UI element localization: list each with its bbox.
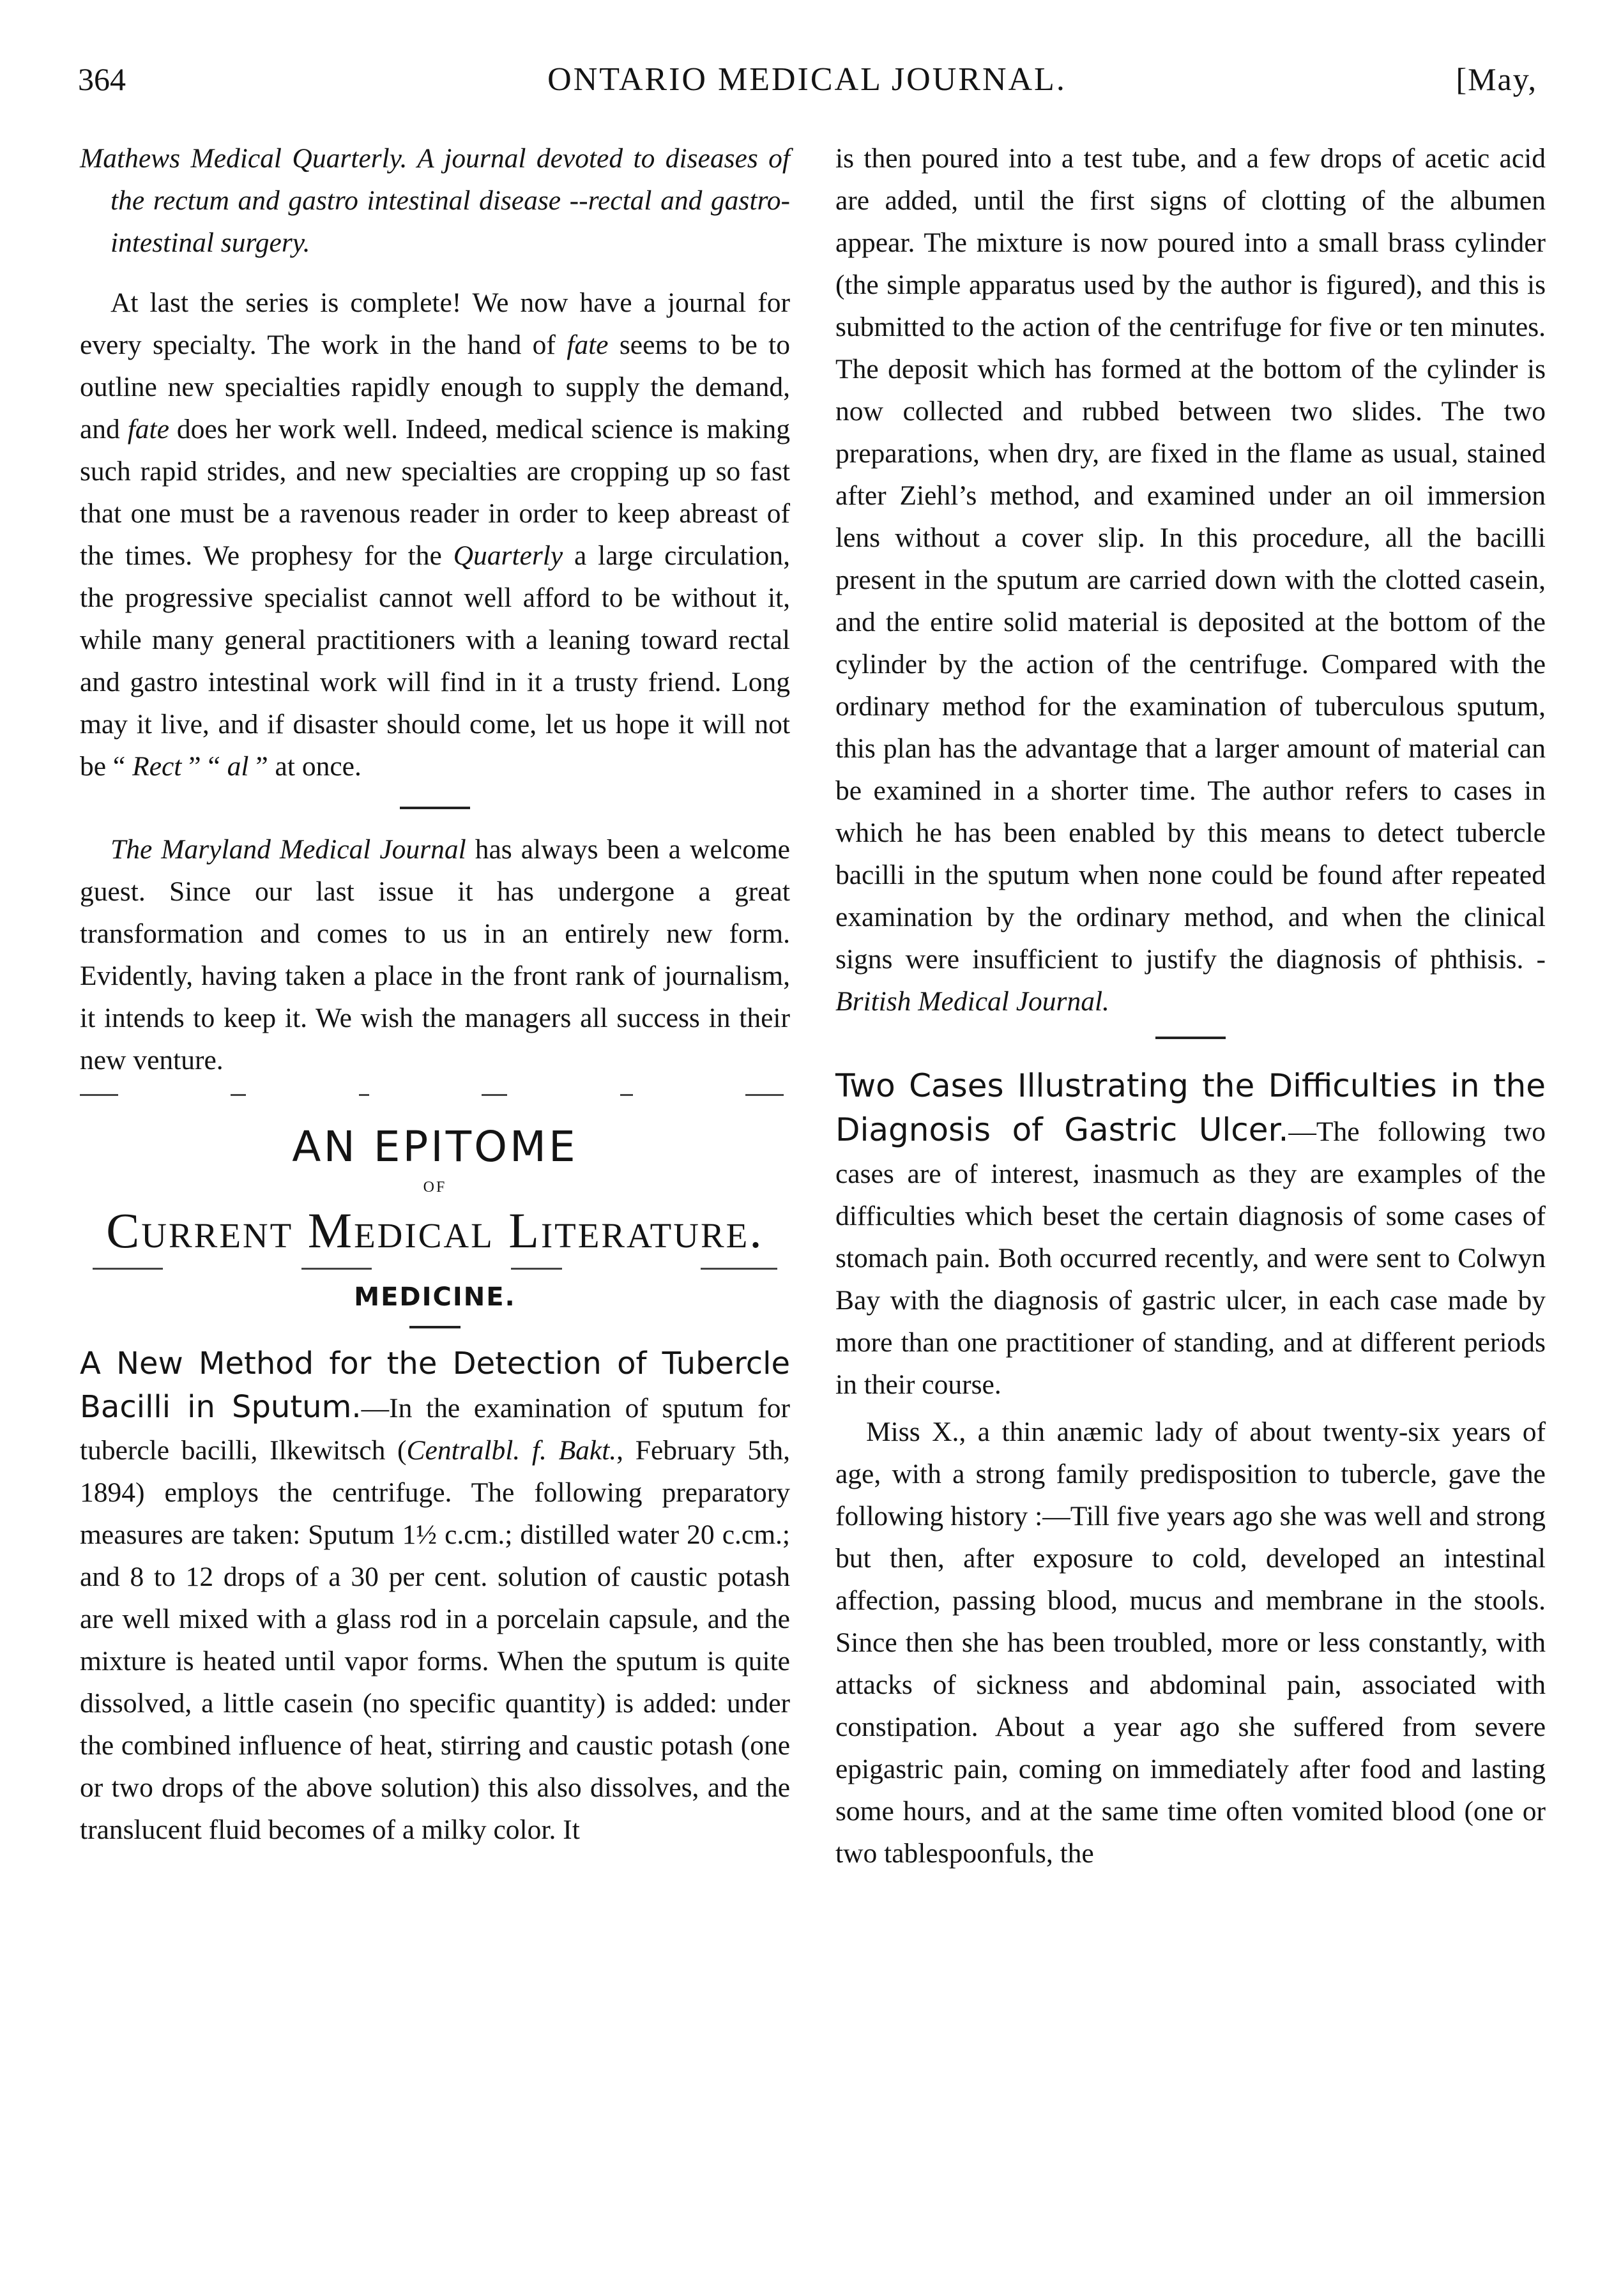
article-title-2: Two Cases Illustrating the Difficulties in the Diagnosis of Gastric Ulcer.	[835, 1067, 1546, 1148]
case-miss-x: Miss X., a thin anæmic lady of about twenty-six years of age, with a strong family predisposition to tubercle, gave the following history :—Till five years ago she was well and strong but then, after exposure to cold, developed an intestinal affection, passing blood, mucus and membrane in the stools. Since then she has been troubled, more or less constantly, with attacks of sickness and abdominal pain, associated with constipation. About a year ago she suffered from severe epigastric pain, coming on immediately after food and lasting some hours, and at the same time often vomited blood (one or two tablespoonfuls, the	[835, 1417, 1546, 1869]
quarterly-review: At last the series is complete! We now have a journal for every specialty. The work in the hand of fate seems to be to outline new specialties rapidly enough to supply the demand, and fate does her work well. Indeed, medical science is making such rapid strides, and new specialties are cropping up so fast that one must be a ravenous reader in order to keep abreast of the times. We prophesy for the Quarterly a large circulation, the progressive specialist cannot well afford to be without it, while many general practitioners with a leaning toward rectal and gastro intestinal work will find in it a trusty friend. Long may it live, and if disaster should come, let us hope it will not be “ Rect ” “ al ” at once.	[80, 287, 790, 782]
article-tubercle-bacilli-cont: is then poured into a test tube, and a few drops of acetic acid are added, until the first signs of clotting of the albumen appear. The mixture is now poured into a small brass cylinder (the simple apparatus used by the author is figured), and this is submitted to the action of the centrifuge for five or ten minutes. The deposit which has formed at the bottom of the cylinder is now collected and rubbed between two slides. The two preparations, when dry, are fixed in the flame as usual, stained after Ziehl’s method, and examined under an oil immersion lens without a cover slip. In this procedure, all the bacilli present in the sputum are carried down with the clotted casein, and the entire solid material is deposited at the bottom of the cylinder by the action of the centrifuge. Compared with the ordinary method for the examination of tuberculous sputum, this plan has the advantage that a larger amount of material can be examined in a shorter time. The author refers to cases in which he has been enabled by this means to detect tubercle bacilli in the sputum when none could be found after repeated examination by the ordinary method, and when the clinical signs were insufficient to justify the diagnosis of phthisis. -British Medical Journal.	[835, 143, 1546, 1017]
quarterly-notice: Mathews Medical Quarterly. A journal devoted to diseases of the rectum and gastro intestinal disease --rectal and gastro-intestinal surgery.	[80, 143, 790, 258]
of-word: OF	[423, 1179, 447, 1196]
ornamental-dash-rule-2	[93, 1268, 777, 1270]
journal-title: ONTARIO MEDICAL JOURNAL.	[547, 61, 1067, 98]
section-heading-medicine: MEDICINE.	[354, 1282, 516, 1312]
article-divider	[1155, 1037, 1226, 1039]
article-tubercle-bacilli: A New Method for the Detection of Tubercle Bacilli in Sputum.—In the examination of sputum for tubercle bacilli, Ilkewitsch (Centralbl. f. Bakt., February 5th, 1894) employs the centrifuge. The following preparatory measures are taken: Sputum 1½ c.cm.; distilled water 20 c.cm.; and 8 to 12 drops of a 30 per cent. solution of caustic potash are well mixed with a glass rod in a porcelain capsule, and the mixture is heated until vapor forms. When the sputum is quite dissolved, a little casein (no specific quantity) is added: under the combined influence of heat, stirring and caustic potash (one or two drops of the above solution) this also dissolves, and the translucent fluid becomes of a milky color. It	[80, 1346, 791, 1845]
section-divider	[400, 807, 470, 809]
ornamental-dash-rule	[80, 1094, 784, 1096]
left-column	[80, 137, 790, 1851]
right-column	[835, 137, 1546, 1874]
article-gastric-ulcer: Two Cases Illustrating the Difficulties in the Diagnosis of Gastric Ulcer.—The following two cases are of interest, inasmuch as they are examples of the difficulties which beset the certain diagnosis of some cases of stomach pain. Both occurred recently, and were sent to Colwyn Bay with the diagnosis of gastric ulcer, in each case made by more than one practitioner of standing, and at different periods in their course.	[835, 1067, 1546, 1400]
running-head	[0, 61, 1614, 112]
current-literature-heading: Current Medical Literature.	[106, 1203, 764, 1258]
maryland-review: The Maryland Medical Journal has always been a welcome guest. Since our last issue it has undergone a great transformation and comes to us in an entirely new form. Evidently, having taken a place in the front rank of journalism, it intends to keep it. We wish the managers all success in their new venture.	[80, 834, 790, 1076]
section-divider-short	[409, 1326, 461, 1328]
page-number: 364	[78, 61, 126, 97]
issue-month: [May,	[1456, 61, 1537, 97]
epitome-heading: AN EPITOME	[292, 1122, 578, 1171]
article-title: A New Method for the Detection of Tubercle Bacilli in Sputum.	[80, 1346, 790, 1425]
